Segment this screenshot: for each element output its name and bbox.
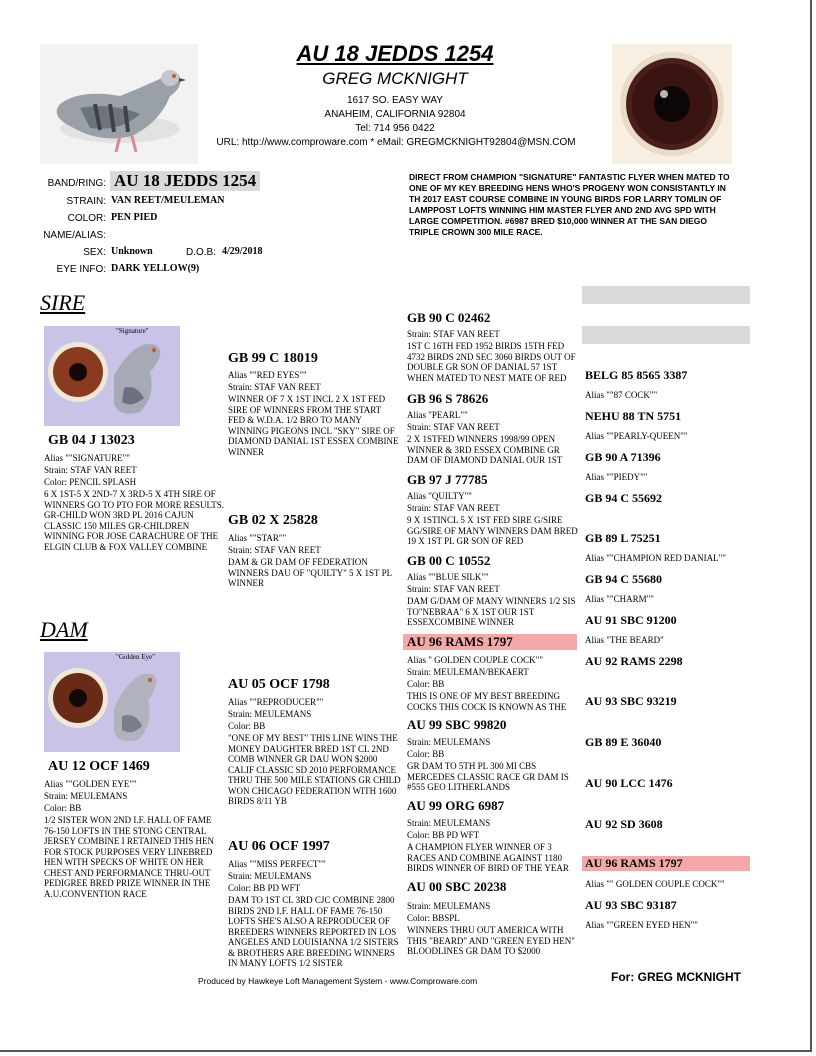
gen4-alias: Alias ""GREEN EYED HEN"" <box>585 920 698 930</box>
address-line-1: 1617 SO. EASY WAY <box>347 95 443 106</box>
gen2-band: GB 99 C 18019 <box>228 351 318 366</box>
gen2-alias: Alias ""STAR"" <box>228 533 287 543</box>
gen3-notes: GR DAM TO 5TH PL 300 MI CBS MERCEDES CLASSIC RACE GR DAM IS #555 GEO LITHERLANDS <box>407 761 569 792</box>
sire-section-label: SIRE <box>40 290 86 315</box>
sire-photo <box>44 326 180 426</box>
gen3-color: Color: BB <box>407 679 445 689</box>
eye-photo <box>612 44 732 164</box>
sire-band: GB 04 J 13023 <box>48 433 135 448</box>
dam-strain: Strain: MEULEMANS <box>44 791 128 801</box>
gen2-notes: WINNER OF 7 X 1ST INCL 2 X 1ST FED SIRE OF WINNERS FROM THE START FED & W.D.A. 1/2 BRO TO MANY WINNING PIGEONS INCL "SKY" SIRE OF DIAMOND DANIAL 1ST ESSEX COMBINE WINNER <box>228 394 399 457</box>
dam-alias: Alias ""GOLDEN EYE"" <box>44 779 137 789</box>
dob-value: 4/29/2018 <box>222 246 263 257</box>
gen4-band: GB 90 A 71396 <box>585 450 661 464</box>
gen4-band: GB 94 C 55692 <box>585 491 663 505</box>
gen4-band: AU 92 RAMS 2298 <box>585 654 683 668</box>
sire-notes: 6 X 1ST-5 X 2ND-7 X 3RD-5 X 4TH SIRE OF WINNERS GO TO PTO FOR MORE RESULTS. GR-CHILD WON 3RD PL 2016 CAJUN CLASSIC 150 MILES GR-CHILDREN WINNING FOR JOSE CARACHURE OF THE ELGIN CLUB & FOX VALLEY COMBINE <box>44 489 224 552</box>
gen3-band-highlighted: AU 96 RAMS 1797 <box>403 634 577 650</box>
gen2-band: GB 02 X 25828 <box>228 513 318 528</box>
dam-notes: 1/2 SISTER WON 2ND I.F. HALL OF FAME 76-150 LOFTS IN THE STONG CENTRAL JERSEY COMBINE I RETAINED THIS HEN FOR STOCK PURPOSES VERY LINEBRED HEN WITH SPECKS OF WHITE ON HER CHEST AND PERFORMANCE THRU-OUT PEDIGREE BRED PRIZE WINNER IN THE A.U.CONVENTION RACE <box>44 815 215 899</box>
gen3-alias: Alias " GOLDEN COUPLE COCK"" <box>407 655 544 665</box>
name-alias-label: NAME/ALIAS: <box>43 230 106 241</box>
gen3-band: AU 00 SBC 20238 <box>407 879 507 894</box>
gen3-strain: Strain: MEULEMAN/BEKAERT <box>407 667 529 677</box>
gen2-color: Color: BB <box>228 721 266 731</box>
for-owner-footer: For: GREG MCKNIGHT <box>611 970 741 984</box>
produced-by-footer: Produced by Hawkeye Loft Management System - www.Comproware.com <box>198 976 478 986</box>
gen4-alias: Alias ""CHAMPION RED DANIAL"" <box>585 553 726 563</box>
gen2-notes: DAM TO 1ST CL 3RD CJC COMBINE 2800 BIRDS 2ND I.F. HALL OF FAME 76-150 LOFTS SHE'S ALSO A REPRODUCER OF BREEDERS WINNERS REPORTED IN LOS ANGELES AND LOUISIANNA 1/2 SISTERS & BROTHERS ARE BREEDING WINNERS IN MANY LOFTS 1/2 SISTER <box>228 895 399 968</box>
gen3-color: Color: BB PD WFT <box>407 830 480 840</box>
gen3-band: GB 90 C 02462 <box>407 310 491 325</box>
gen4-band: NEHU 88 TN 5751 <box>585 409 682 423</box>
gen3-band: GB 00 C 10552 <box>407 553 491 568</box>
gen2-strain: Strain: MEULEMANS <box>228 871 312 881</box>
gen4-alias: Alias "THE BEARD" <box>585 635 664 645</box>
color-value: PEN PIED <box>111 212 158 223</box>
gen3-strain: Strain: STAF VAN REET <box>407 503 500 513</box>
strain-label: STRAIN: <box>66 196 106 207</box>
gen3-strain: Strain: MEULEMANS <box>407 818 491 828</box>
gen3-strain: Strain: STAF VAN REET <box>407 422 500 432</box>
gen3-band: GB 97 J 77785 <box>407 472 488 487</box>
gen4-alias: Alias ""87 COCK"" <box>585 390 658 400</box>
gen2-band: AU 06 OCF 1997 <box>228 839 330 854</box>
gen2-strain: Strain: STAF VAN REET <box>228 545 321 555</box>
dam-section-label: DAM <box>40 617 88 642</box>
telephone: Tel: 714 956 0422 <box>355 123 435 134</box>
empty-ancestor-slot <box>582 326 750 344</box>
dam-color: Color: BB <box>44 803 82 813</box>
gen2-notes: DAM & GR DAM OF FEDERATION WINNERS DAU OF "QUILTY" 5 X 1ST PL WINNER <box>228 557 392 588</box>
gen4-alias: Alias ""PEARLY-QUEEN"" <box>585 431 688 441</box>
gen4-band: AU 93 SBC 93219 <box>585 694 677 708</box>
page-title: AU 18 JEDDS 1254 <box>296 41 494 66</box>
gen3-alias: Alias "QUILTY"" <box>407 491 472 501</box>
gen2-color: Color: BB PD WFT <box>228 883 301 893</box>
gen3-notes: THIS IS ONE OF MY BEST BREEDING COCKS THIS COCK IS KNOWN AS THE <box>407 691 567 712</box>
gen2-alias: Alias ""REPRODUCER"" <box>228 697 324 707</box>
gen4-band: AU 93 SBC 93187 <box>585 898 677 912</box>
gen4-band: AU 92 SD 3608 <box>585 817 663 831</box>
gen3-notes: WINNERS THRU OUT AMERICA WITH THIS "BEARD" AND "GREEN EYED HEN" BLOODLINES GR DAM TO $2000 <box>407 925 575 956</box>
gen2-notes: "ONE OF MY BEST" THIS LINE WINS THE MONEY DAUGHTER BRED 1ST CL 2ND COMB WINNER GR DAU WON $2000 CALIF CLASSIC SD 2010 PERFORMANCE THRU THE 500 MILE STATIONS GR CHILD WON CHICAGO FEDERATION WITH 1600 BIRDS 8/11 YB <box>228 733 401 806</box>
gen4-band: GB 89 L 75251 <box>585 531 661 545</box>
gen4-band: GB 89 E 36040 <box>585 735 662 749</box>
gen2-strain: Strain: STAF VAN REET <box>228 382 321 392</box>
gen3-notes: DAM G/DAM OF MANY WINNERS 1/2 SIS TO"NEBRAA" 6 X 1ST OUR 1ST ESSEXCOMBINE WINNER <box>407 596 576 627</box>
gen3-notes: A CHAMPION FLYER WINNER OF 3 RACES AND COMBINE AGAINST 1180 BIRDS WINNER OF BIRD OF THE YEAR <box>407 842 569 873</box>
gen3-strain: Strain: STAF VAN REET <box>407 329 500 339</box>
gen3-color: Color: BB <box>407 749 445 759</box>
gen3-band: GB 96 S 78626 <box>407 391 489 406</box>
gen2-alias: Alias ""MISS PERFECT"" <box>228 859 326 869</box>
owner-name: GREG MCKNIGHT <box>322 69 468 88</box>
empty-ancestor-slot <box>582 286 750 304</box>
band-label: BAND/RING: <box>47 178 106 189</box>
gen3-notes: 1ST C 16TH FED 1952 BIRDS 15TH FED 4732 BIRDS 2ND SEC 3060 BIRDS OUT OF DOUBLE GR SON OF DANIAL 57 1ST WHEN MATED TO NEST MATE OF RED <box>407 341 576 383</box>
sire-photo-caption: "Signature" <box>116 327 149 335</box>
gen3-alias: Alias "PEARL"" <box>407 410 468 420</box>
gen3-strain: Strain: MEULEMANS <box>407 901 491 911</box>
pigeon-photo <box>40 44 198 164</box>
sex-value: Unknown <box>111 246 153 257</box>
address-line-2: ANAHEIM, CALIFORNIA 92804 <box>324 109 466 120</box>
sire-strain: Strain: STAF VAN REET <box>44 465 137 475</box>
gen3-strain: Strain: MEULEMANS <box>407 737 491 747</box>
gen4-alias: Alias ""CHARM"" <box>585 594 654 604</box>
gen4-band: AU 91 SBC 91200 <box>585 613 677 627</box>
bird-description: DIRECT FROM CHAMPION "SIGNATURE" FANTASTIC FLYER WHEN MATED TO ONE OF MY KEY BREEDING HENS WHO'S PROGENY WON CONSISTANTLY IN TH 2017 EAST COURSE COMBINE IN YOUNG BIRDS FOR LARRY TOMLIN OF LAMPPOST LOFTS WINNING HIM MASTER FLYER AND 2ND AVG SPD WITH LARGE COMPETITION. #6987 BRED $10,000 WINNER AT THE SAN DIEGO TRIPLE CROWN 300 MILE RACE. <box>409 172 730 237</box>
gen3-strain: Strain: STAF VAN REET <box>407 584 500 594</box>
gen4-band: GB 94 C 55680 <box>585 572 663 586</box>
dam-photo <box>44 652 180 752</box>
gen4-alias: Alias "" GOLDEN COUPLE COCK"" <box>585 879 725 889</box>
gen2-alias: Alias ""RED EYES"" <box>228 370 307 380</box>
sire-color: Color: PENCIL SPLASH <box>44 477 137 487</box>
eye-info-label: EYE INFO: <box>56 264 106 275</box>
strain-value: VAN REET/MEULEMAN <box>111 195 225 206</box>
dam-band: AU 12 OCF 1469 <box>48 759 150 774</box>
gen4-band-highlighted: AU 96 RAMS 1797 <box>582 856 750 871</box>
gen3-notes: 9 X 1STINCL 5 X 1ST FED SIRE G/SIRE GG/SIRE OF MANY WINNERS DAM BRED 19 X 1ST PL GR SON OF RED <box>407 515 578 546</box>
dob-label: D.O.B: <box>186 247 217 258</box>
gen3-band: AU 99 ORG 6987 <box>407 798 505 813</box>
gen3-alias: Alias ""BLUE SILK"" <box>407 572 489 582</box>
gen4-band: AU 90 LCC 1476 <box>585 776 673 790</box>
sex-label: SEX: <box>83 247 106 258</box>
gen2-strain: Strain: MEULEMANS <box>228 709 312 719</box>
sire-alias: Alias ""SIGNATURE"" <box>44 453 130 463</box>
url-email-line: URL: http://www.comproware.com * eMail: GREGMCKNIGHT92804@MSN.COM <box>216 137 576 148</box>
gen3-band: AU 99 SBC 99820 <box>407 717 507 732</box>
dam-photo-caption: "Golden Eye" <box>116 653 155 661</box>
gen4-band: BELG 85 8565 3387 <box>585 368 688 382</box>
eye-info-value: DARK YELLOW(9) <box>111 263 200 274</box>
band-value: AU 18 JEDDS 1254 <box>110 171 260 191</box>
gen3-color: Color: BBSPL <box>407 913 460 923</box>
gen2-band: AU 05 OCF 1798 <box>228 677 330 692</box>
gen4-alias: Alias ""PIEDY"" <box>585 472 648 482</box>
color-label: COLOR: <box>67 213 106 224</box>
gen3-notes: 2 X 1STFED WINNERS 1998/99 OPEN WINNER & 3RD ESSEX COMBINE GR DAM OF DIAMOND DANIAL OUR 1ST <box>407 434 563 465</box>
